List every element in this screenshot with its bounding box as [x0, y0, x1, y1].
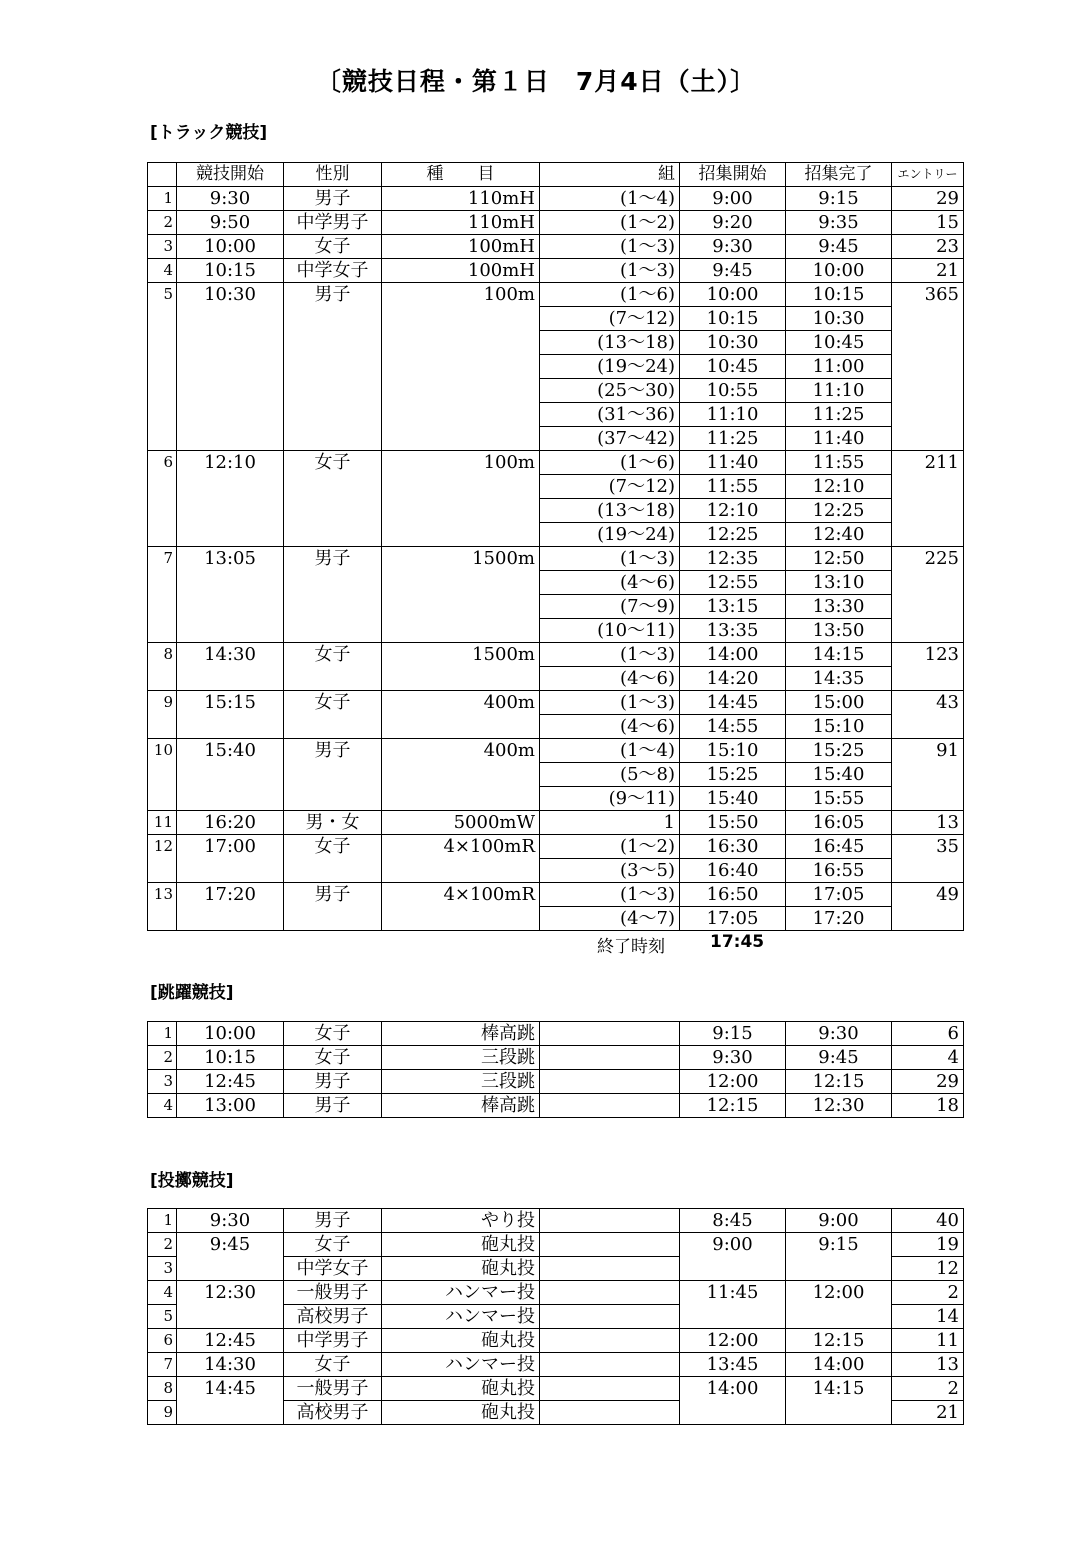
heat-group: (4～6) [540, 571, 680, 595]
call-start-time: 11:25 [680, 427, 786, 451]
call-end-time: 15:40 [786, 763, 892, 787]
call-end-time: 9:45 [786, 235, 892, 259]
gender: 一般男子 [284, 1281, 382, 1305]
start-time: 12:45 [177, 1070, 284, 1094]
heat-group: (13～18) [540, 331, 680, 355]
call-start-time: 15:25 [680, 763, 786, 787]
header-heat: 組 [540, 163, 680, 187]
section-title-track: [トラック競技] [150, 123, 268, 143]
entry-count: 49 [892, 883, 964, 931]
heat-group: (19～24) [540, 355, 680, 379]
call-start-time: 9:30 [680, 235, 786, 259]
entry-count: 123 [892, 643, 964, 691]
jump-schedule-table [147, 1021, 964, 1118]
heat-group: (3～5) [540, 859, 680, 883]
entry-count: 29 [892, 187, 964, 211]
event-name: やり投 [382, 1209, 540, 1233]
call-end-time: 12:00 [786, 1281, 892, 1329]
gender: 男子 [284, 1094, 382, 1118]
gender: 女子 [284, 835, 382, 883]
event-name: 砲丸投 [382, 1377, 540, 1401]
event-name: 棒高跳 [382, 1094, 540, 1118]
event-name: 100mH [382, 235, 540, 259]
heat-group: (7～12) [540, 307, 680, 331]
call-end-time: 9:15 [786, 187, 892, 211]
heat-group: (25～30) [540, 379, 680, 403]
event-number: 12 [148, 835, 177, 883]
header-gender: 性別 [284, 163, 382, 187]
event-name: 110mH [382, 211, 540, 235]
call-start-time: 10:15 [680, 307, 786, 331]
call-end-time: 10:45 [786, 331, 892, 355]
call-end-time: 15:00 [786, 691, 892, 715]
call-start-time: 10:45 [680, 355, 786, 379]
event-number: 9 [148, 1401, 177, 1425]
entry-count: 29 [892, 1070, 964, 1094]
heat-group [540, 1401, 680, 1425]
event-name: 100m [382, 283, 540, 451]
call-start-time: 12:55 [680, 571, 786, 595]
call-start-time: 14:00 [680, 643, 786, 667]
start-time: 15:15 [177, 691, 284, 739]
entry-count: 19 [892, 1233, 964, 1257]
heat-group [540, 1281, 680, 1305]
call-end-time: 11:25 [786, 403, 892, 427]
call-end-time: 13:50 [786, 619, 892, 643]
start-time: 10:00 [177, 1022, 284, 1046]
track-row [148, 643, 964, 667]
call-end-time: 13:10 [786, 571, 892, 595]
entry-count: 4 [892, 1046, 964, 1070]
call-end-time: 12:15 [786, 1329, 892, 1353]
call-end-time: 9:35 [786, 211, 892, 235]
track-schedule-table [147, 162, 964, 931]
track-row [148, 547, 964, 571]
heat-group: (1～6) [540, 451, 680, 475]
entry-count: 13 [892, 811, 964, 835]
heat-group: 1 [540, 811, 680, 835]
start-time: 9:30 [177, 1209, 284, 1233]
heat-group: (1～6) [540, 283, 680, 307]
entry-count: 23 [892, 235, 964, 259]
call-start-time: 15:10 [680, 739, 786, 763]
call-start-time: 16:50 [680, 883, 786, 907]
heat-group: (1～4) [540, 739, 680, 763]
entry-count: 225 [892, 547, 964, 643]
call-start-time: 12:35 [680, 547, 786, 571]
start-time: 16:20 [177, 811, 284, 835]
call-end-time: 9:30 [786, 1022, 892, 1046]
event-number: 11 [148, 811, 177, 835]
entry-count: 43 [892, 691, 964, 739]
entry-count: 365 [892, 283, 964, 451]
header-no [148, 163, 177, 187]
track-row [148, 283, 964, 307]
gender: 女子 [284, 1233, 382, 1257]
start-time: 9:45 [177, 1233, 284, 1281]
call-end-time: 12:10 [786, 475, 892, 499]
entry-count: 2 [892, 1377, 964, 1401]
heat-group: (9～11) [540, 787, 680, 811]
heat-group: (7～12) [540, 475, 680, 499]
track-row [148, 811, 964, 835]
call-start-time: 16:30 [680, 835, 786, 859]
throw-row [148, 1281, 964, 1305]
throw-row [148, 1329, 964, 1353]
event-name: 1500m [382, 643, 540, 691]
gender: 高校男子 [284, 1305, 382, 1329]
event-number: 1 [148, 187, 177, 211]
entry-count: 15 [892, 211, 964, 235]
jump-row [148, 1046, 964, 1070]
call-end-time: 11:10 [786, 379, 892, 403]
call-end-time: 12:50 [786, 547, 892, 571]
call-start-time: 9:15 [680, 1022, 786, 1046]
event-number: 7 [148, 1353, 177, 1377]
track-row [148, 187, 964, 211]
start-time: 15:40 [177, 739, 284, 811]
event-name: 砲丸投 [382, 1401, 540, 1425]
gender: 女子 [284, 1046, 382, 1070]
section-title-throw: [投擲競技] [150, 1171, 234, 1191]
header-entry: エントリー [892, 163, 964, 187]
event-name: ハンマー投 [382, 1305, 540, 1329]
gender: 女子 [284, 451, 382, 547]
call-end-time: 14:35 [786, 667, 892, 691]
start-time: 10:15 [177, 259, 284, 283]
event-number: 5 [148, 1305, 177, 1329]
entry-count: 21 [892, 259, 964, 283]
call-start-time: 10:00 [680, 283, 786, 307]
gender: 男子 [284, 1209, 382, 1233]
call-start-time: 10:30 [680, 331, 786, 355]
heat-group: (7～9) [540, 595, 680, 619]
gender: 男・女 [284, 811, 382, 835]
call-end-time: 11:40 [786, 427, 892, 451]
gender: 中学女子 [284, 259, 382, 283]
header-call-end: 招集完了 [786, 163, 892, 187]
gender: 男子 [284, 1070, 382, 1094]
event-name: 砲丸投 [382, 1233, 540, 1257]
call-end-time: 11:55 [786, 451, 892, 475]
heat-group: (13～18) [540, 499, 680, 523]
call-end-time: 15:55 [786, 787, 892, 811]
heat-group [540, 1353, 680, 1377]
start-time: 12:10 [177, 451, 284, 547]
jump-row [148, 1022, 964, 1046]
entry-count: 2 [892, 1281, 964, 1305]
event-number: 2 [148, 211, 177, 235]
call-end-time: 9:15 [786, 1233, 892, 1281]
throw-row [148, 1233, 964, 1257]
event-number: 3 [148, 1070, 177, 1094]
event-number: 6 [148, 451, 177, 547]
heat-group [540, 1233, 680, 1257]
heat-group: (1～3) [540, 883, 680, 907]
throw-row [148, 1209, 964, 1233]
call-start-time: 11:55 [680, 475, 786, 499]
heat-group: (37～42) [540, 427, 680, 451]
gender: 中学男子 [284, 1329, 382, 1353]
event-name: 三段跳 [382, 1046, 540, 1070]
heat-group: (4～7) [540, 907, 680, 931]
entry-count: 21 [892, 1401, 964, 1425]
entry-count: 35 [892, 835, 964, 883]
gender: 男子 [284, 547, 382, 643]
throw-row [148, 1377, 964, 1401]
event-number: 2 [148, 1233, 177, 1257]
heat-group [540, 1046, 680, 1070]
start-time: 14:45 [177, 1377, 284, 1425]
header-start-time: 競技開始 [177, 163, 284, 187]
call-start-time: 9:00 [680, 1233, 786, 1281]
event-number: 4 [148, 1094, 177, 1118]
heat-group [540, 1305, 680, 1329]
call-end-time: 12:15 [786, 1070, 892, 1094]
call-end-time: 17:05 [786, 883, 892, 907]
event-name: 4×100mR [382, 835, 540, 883]
call-start-time: 12:25 [680, 523, 786, 547]
gender: 男子 [284, 283, 382, 451]
event-number: 2 [148, 1046, 177, 1070]
header-call-start: 招集開始 [680, 163, 786, 187]
throw-row [148, 1353, 964, 1377]
start-time: 13:05 [177, 547, 284, 643]
call-start-time: 15:40 [680, 787, 786, 811]
call-end-time: 10:15 [786, 283, 892, 307]
event-number: 3 [148, 235, 177, 259]
track-row [148, 211, 964, 235]
call-start-time: 12:15 [680, 1094, 786, 1118]
heat-group [540, 1257, 680, 1281]
call-start-time: 14:20 [680, 667, 786, 691]
call-start-time: 8:45 [680, 1209, 786, 1233]
heat-group: (1～2) [540, 835, 680, 859]
track-end-label: 終了時刻 [597, 937, 665, 957]
heat-group: (1～3) [540, 691, 680, 715]
call-end-time: 14:00 [786, 1353, 892, 1377]
throw-schedule-table [147, 1208, 964, 1425]
event-number: 8 [148, 1377, 177, 1401]
entry-count: 40 [892, 1209, 964, 1233]
entry-count: 13 [892, 1353, 964, 1377]
call-end-time: 16:05 [786, 811, 892, 835]
call-start-time: 9:20 [680, 211, 786, 235]
start-time: 14:30 [177, 643, 284, 691]
call-start-time: 17:05 [680, 907, 786, 931]
header-event: 種 目 [382, 163, 540, 187]
heat-group [540, 1329, 680, 1353]
event-name: 5000mW [382, 811, 540, 835]
event-number: 13 [148, 883, 177, 931]
call-start-time: 10:55 [680, 379, 786, 403]
gender: 中学女子 [284, 1257, 382, 1281]
call-start-time: 11:45 [680, 1281, 786, 1329]
call-start-time: 16:40 [680, 859, 786, 883]
gender: 高校男子 [284, 1401, 382, 1425]
event-name: 400m [382, 739, 540, 811]
heat-group: (1～3) [540, 547, 680, 571]
gender: 女子 [284, 691, 382, 739]
start-time: 17:00 [177, 835, 284, 883]
track-row [148, 691, 964, 715]
call-end-time: 14:15 [786, 1377, 892, 1425]
call-start-time: 12:00 [680, 1070, 786, 1094]
event-number: 7 [148, 547, 177, 643]
heat-group [540, 1070, 680, 1094]
call-end-time: 12:40 [786, 523, 892, 547]
heat-group: (10～11) [540, 619, 680, 643]
entry-count: 11 [892, 1329, 964, 1353]
start-time: 17:20 [177, 883, 284, 931]
entry-count: 18 [892, 1094, 964, 1118]
call-start-time: 9:45 [680, 259, 786, 283]
heat-group: (1～2) [540, 211, 680, 235]
event-name: 100m [382, 451, 540, 547]
call-start-time: 14:00 [680, 1377, 786, 1425]
start-time: 9:30 [177, 187, 284, 211]
event-name: 110mH [382, 187, 540, 211]
entry-count: 91 [892, 739, 964, 811]
heat-group: (5～8) [540, 763, 680, 787]
event-number: 3 [148, 1257, 177, 1281]
gender: 男子 [284, 187, 382, 211]
section-title-jump: [跳躍競技] [150, 983, 234, 1003]
start-time: 14:30 [177, 1353, 284, 1377]
call-start-time: 11:40 [680, 451, 786, 475]
event-number: 4 [148, 1281, 177, 1305]
heat-group: (4～6) [540, 715, 680, 739]
heat-group [540, 1022, 680, 1046]
start-time: 13:00 [177, 1094, 284, 1118]
call-start-time: 11:10 [680, 403, 786, 427]
entry-count: 211 [892, 451, 964, 547]
entry-count: 12 [892, 1257, 964, 1281]
call-start-time: 13:45 [680, 1353, 786, 1377]
call-start-time: 14:55 [680, 715, 786, 739]
event-number: 9 [148, 691, 177, 739]
heat-group: (1～3) [540, 643, 680, 667]
call-start-time: 13:35 [680, 619, 786, 643]
gender: 男子 [284, 739, 382, 811]
event-name: 三段跳 [382, 1070, 540, 1094]
event-name: ハンマー投 [382, 1353, 540, 1377]
call-end-time: 16:45 [786, 835, 892, 859]
jump-row [148, 1094, 964, 1118]
gender: 中学男子 [284, 211, 382, 235]
call-end-time: 11:00 [786, 355, 892, 379]
heat-group [540, 1094, 680, 1118]
track-row [148, 835, 964, 859]
track-header-row [148, 163, 964, 187]
call-start-time: 9:00 [680, 187, 786, 211]
event-number: 6 [148, 1329, 177, 1353]
jump-row [148, 1070, 964, 1094]
event-number: 4 [148, 259, 177, 283]
call-start-time: 15:50 [680, 811, 786, 835]
start-time: 9:50 [177, 211, 284, 235]
entry-count: 14 [892, 1305, 964, 1329]
call-start-time: 14:45 [680, 691, 786, 715]
heat-group: (4～6) [540, 667, 680, 691]
page-title: 〔競技日程・第１日 7月4日（土）〕 [315, 67, 757, 96]
start-time: 10:00 [177, 235, 284, 259]
event-name: 4×100mR [382, 883, 540, 931]
start-time: 12:30 [177, 1281, 284, 1329]
start-time: 10:15 [177, 1046, 284, 1070]
event-name: 棒高跳 [382, 1022, 540, 1046]
call-start-time: 12:00 [680, 1329, 786, 1353]
track-row [148, 451, 964, 475]
start-time: 12:45 [177, 1329, 284, 1353]
gender: 女子 [284, 643, 382, 691]
track-row [148, 259, 964, 283]
track-row [148, 739, 964, 763]
event-name: ハンマー投 [382, 1281, 540, 1305]
call-end-time: 9:00 [786, 1209, 892, 1233]
track-row [148, 235, 964, 259]
heat-group: (1～3) [540, 235, 680, 259]
call-end-time: 14:15 [786, 643, 892, 667]
heat-group: (1～3) [540, 259, 680, 283]
heat-group [540, 1377, 680, 1401]
heat-group: (19～24) [540, 523, 680, 547]
start-time: 10:30 [177, 283, 284, 451]
call-end-time: 13:30 [786, 595, 892, 619]
event-name: 400m [382, 691, 540, 739]
gender: 女子 [284, 1353, 382, 1377]
entry-count: 6 [892, 1022, 964, 1046]
call-start-time: 9:30 [680, 1046, 786, 1070]
event-number: 1 [148, 1209, 177, 1233]
event-number: 5 [148, 283, 177, 451]
track-row [148, 883, 964, 907]
event-name: 100mH [382, 259, 540, 283]
call-end-time: 15:25 [786, 739, 892, 763]
event-number: 8 [148, 643, 177, 691]
heat-group [540, 1209, 680, 1233]
gender: 女子 [284, 1022, 382, 1046]
heat-group: (1～4) [540, 187, 680, 211]
call-end-time: 9:45 [786, 1046, 892, 1070]
gender: 女子 [284, 235, 382, 259]
call-start-time: 12:10 [680, 499, 786, 523]
event-name: 砲丸投 [382, 1329, 540, 1353]
gender: 男子 [284, 883, 382, 931]
call-end-time: 15:10 [786, 715, 892, 739]
call-start-time: 13:15 [680, 595, 786, 619]
event-number: 10 [148, 739, 177, 811]
call-end-time: 10:00 [786, 259, 892, 283]
call-end-time: 16:55 [786, 859, 892, 883]
call-end-time: 12:25 [786, 499, 892, 523]
call-end-time: 17:20 [786, 907, 892, 931]
call-end-time: 12:30 [786, 1094, 892, 1118]
event-name: 砲丸投 [382, 1257, 540, 1281]
gender: 一般男子 [284, 1377, 382, 1401]
event-name: 1500m [382, 547, 540, 643]
call-end-time: 10:30 [786, 307, 892, 331]
heat-group: (31～36) [540, 403, 680, 427]
track-end-time: 17:45 [710, 932, 765, 952]
event-number: 1 [148, 1022, 177, 1046]
